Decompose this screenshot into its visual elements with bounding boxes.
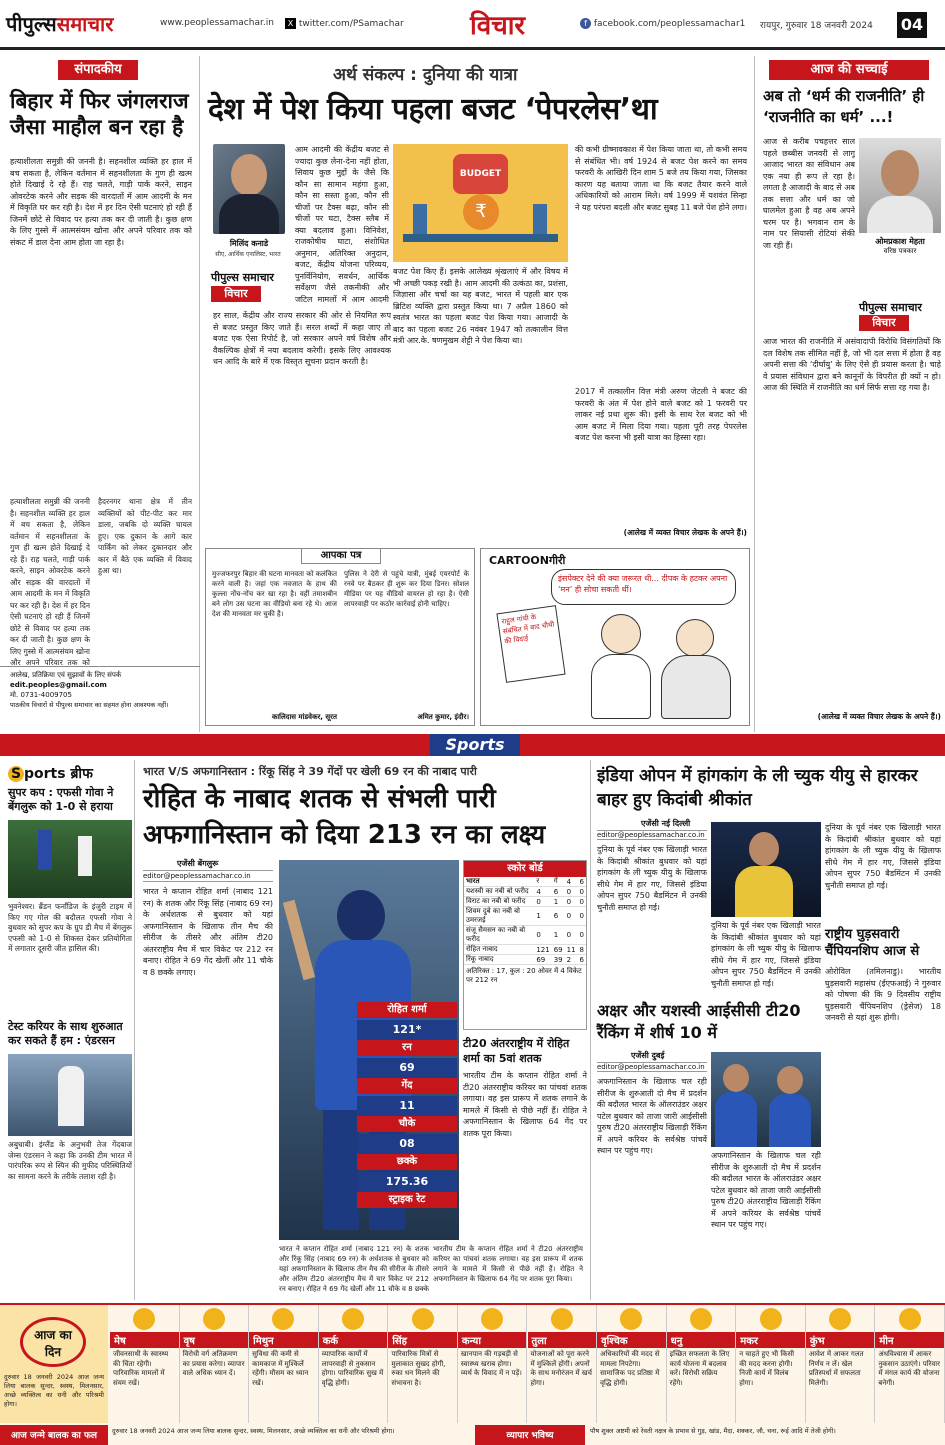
letter-signer-1: कालिदास मांडवेकर, सूरत — [271, 713, 337, 721]
scoreboard-cell-b: 1 — [552, 926, 565, 945]
truth-author-desc: वरिष्ठ पत्रकार — [883, 247, 917, 255]
stat-label: स्ट्राइक रेट — [357, 1192, 457, 1208]
scoreboard-row — [464, 945, 586, 955]
zodiac-name: कर्क — [319, 1332, 388, 1348]
zodiac-sign-icon — [203, 1308, 225, 1330]
editorial-footer — [10, 670, 195, 710]
open-body: दुनिया के पूर्व नंबर एक खिलाड़ी भारत के किदांबी श्रीकांत बुधवार को यहां हांगकांग के ली च्युक यीयु के खिलाफ सीधे गेम में हार गए, जिससे इंडिया ओपन सुपर 750 बैडमिंटन में उनकी चुनौती समाप्त हो गई। — [597, 845, 707, 912]
cartoon-box — [480, 548, 750, 726]
sports-email[interactable]: editor@peoplessamachar.co.in — [143, 870, 273, 882]
zodiac-name: कुंभ — [806, 1332, 875, 1348]
truth-column — [754, 56, 945, 732]
budget-col2: बजट पेश किए हैं। इसके आलेख्य श्रृंखलाएं में और विषय में भी अच्छी पकड़ रखी है। आम आदमी की उत्कंठा का, प्रशंसा, जिज्ञासा और चर्चा का यह बजट, भारत में पहली बार एक ब्रिटिश व्यक्ति द्वारा प्रस्तुत किया था। 7 अप्रैल 1860 को स्वतंत्र भारत का पहला बजट पेश किया गया। आजादी के बाद का पहला बजट 26 नवंबर 1947 को तत्कालीन वित्त मंत्री आर.के. षणमुखम शेट्टी ने पेश किया था। — [393, 267, 568, 345]
zodiac-name: वृश्चिक — [597, 1332, 666, 1348]
scoreboard-col-r: र — [534, 877, 551, 887]
cartoon-placard: राहुल गांधी के संबंधित में बाद चौथी की विदाई — [496, 605, 565, 683]
zodiac-cell — [180, 1305, 250, 1423]
business-label: व्यापार भविष्य — [475, 1425, 585, 1445]
truth-author: ओमप्रकाश मेहता — [875, 237, 925, 246]
sports-sub-body: भारतीय टीम के कप्तान रोहित शर्मा ने टी20 अंतरराष्ट्रीय करियर का पांचवां शतक लगाया। वह इस प्रारूप में शतक लगाने के मामले में किसी से पीछे नहीं हैं। रोहित ने अफगानिस्तान के खिलाफ 64 गेंद पर शतक पूरा किया। — [463, 1071, 587, 1138]
sports-brief-column — [0, 760, 135, 1300]
rank-body-cont: अफगानिस्तान के खिलाफ चल रही सीरीज के शुरुआती दो मैच में प्रदर्शन की बदौलत भारत के ऑलराउंडर अक्षर पटेल बुधवार को ताजा जारी आईसीसी पुरुष टी20 अंतरराष्ट्रीय खिलाड़ी रैंकिंग में अपने करियर के सर्वश्रेष्ठ पांचवें स्थान पर पहुंच गए। — [711, 1151, 821, 1229]
editorial-body-cont: हत्याशीलता समुन्नी की जननी है। सहनशील व्यक्ति हर हाल में बच सकता है, लेकिन वर्तमान में सहनशीलता के गुण ही खत्म होते दिखाई दे रहे हैं। राह चलते, गाड़ी पार्क करने, साइन ओवरटेक करने और सड़क की वारदातों में आम आदमी के मन में विकृति घर कर रही है। देश में हर दिन ऐसी घटनाएं हो रही हैं जिनमें छोटे से विवाद पर हत्या तक कर दी जाती है। कुछ क्षण के लिए गुस्से में आत्मसंयम खोना और अपने परिवार तक को — [10, 497, 90, 666]
zodiac-sign-icon — [551, 1308, 573, 1330]
zodiac-name: मिथुन — [249, 1332, 318, 1348]
business-text: पौष शुक्ल अष्टमी को रेवती नक्षत्र के प्रभाव से गुड़, खांड, मैदा, शक्कर, जौ, चना, रूई आदि में तेजी होगी। — [590, 1427, 836, 1435]
player-name: रोहित शर्मा — [357, 1002, 457, 1018]
sports-agency: एजेंसी बेंगलुरू — [177, 859, 219, 868]
day-label: दिन — [44, 1345, 62, 1359]
sports-sub-headline: टी20 अंतरराष्ट्रीय में रोहित शर्मा का 5वां शतक — [463, 1037, 570, 1065]
photo-caption-1: भारत ने कप्तान रोहित शर्मा (नाबाद 121 रन) के शतक और रिंकू सिंह (नाबाद 69 रन) के अर्धशतक से बुधवार को यहां अफगानिस्तान के खिलाफ तीन मैच की सीरीज के तीसरे और अंतिम टी20 अंतरराष्ट्रीय मैच में चार विकेट पर 212 रन बनाए। रोहित ने 69 गेंद खेलीं और 11 चौके व 8 छक्के — [279, 1245, 429, 1293]
zodiac-name: वृष — [180, 1332, 249, 1348]
open-body-cont: दुनिया के पूर्व नंबर एक खिलाड़ी भारत के किदांबी श्रीकांत बुधवार को यहां हांगकांग के ली च्युक यीयु के खिलाफ सीधे गेम में हार गए, जिससे इंडिया ओपन सुपर 750 बैडमिंटन में उनकी चुनौती समाप्त हो गई। — [711, 921, 821, 988]
budget-col1b: हर साल, केंद्रीय और राज्य सरकार की ओर से नियमित रूप से बजट प्रस्तुत किए जाते हैं। सरल शब्दों में कहा जाए तो बजट एक ऐसा रिपोर्ट है, जो सरकार अपने वर्ष विशेष और वैकल्पिक क्षेत्रों में नया बदलाव करेगी। इसके लिए आवश्यक धन आदि के बारे में एक विस्तृत सूचना प्रदान करती है। — [213, 311, 391, 366]
cartoon-speech: इंसपेक्टर देने की क्या जरूरत थी... दीपक के हटकर अपना ‘मन’ ही सोचा सकती थीं। — [551, 569, 736, 605]
author-photo — [213, 144, 285, 234]
zodiac-name: तुला — [528, 1332, 597, 1348]
cartoon-body-2 — [661, 655, 731, 719]
divider — [0, 666, 200, 667]
scoreboard-table — [464, 877, 586, 965]
open-body-right: दुनिया के पूर्व नंबर एक खिलाड़ी भारत के किदांबी श्रीकांत बुधवार को यहां हांगकांग के ली च्युक यीयु के खिलाफ सीधे गेम में हार गए, जिससे इंडिया ओपन सुपर 750 बैडमिंटन में उनकी चुनौती समाप्त हो गई। — [825, 823, 941, 890]
scoreboard-cell-name: शिवम दुबे का नबी बो उमरजई — [464, 907, 534, 926]
stat-value: 175.36 — [357, 1172, 457, 1192]
truth-brand: पीपुल्स समाचार — [859, 301, 922, 314]
scoreboard-cell-s: 0 — [579, 887, 584, 896]
scoreboard-col-4: 4 — [565, 877, 578, 887]
editorial-caption: हैदरनगर थाना क्षेत्र में तीन व्यक्तियों को पीट-पीट कर मार डाला, जबकि दो व्यक्ति घायल हुए। एक दुकान के आगे कार पार्किंग को लेकर दुकानदार और कार में बैठे एक व्यक्ति में विवाद हुआ था। — [98, 497, 192, 575]
zodiac-sign-icon — [760, 1308, 782, 1330]
zodiac-text: आवेश में आकर गलत निर्णय न लें। खेल प्रतिस्पर्धा में सफलता मिलेगी। — [808, 1350, 864, 1387]
masthead — [0, 0, 945, 50]
open-email[interactable]: editor@peoplessamachar.co.in — [597, 830, 707, 840]
truth-body-1: आज से करीब पचहत्तर साल पहले छब्बीस जनवरी से लागू आजाद भारत का संविधान अब एक नया ही रूप ले रहा है। लगता है आजादी के बाद से अब तक सत्ता और धर्म का जो घालमेल हुआ है वह अब अपने चरम पर है। भगवान राम के नाम पर सियासी रोटियां सेकी जा रही हैं। — [763, 137, 855, 250]
horse-body: ओरोविल (तमिलनाडु)। भारतीय घुड़सवारी महासंघ (ईएफआई) ने गुरुवार को पोषणा की कि 9 दिवसीय राष्ट्रीय घुड़सवारी चैंपियनशिप (ड्रेसेज) 18 जनवरी से यहां शुरू होगी। — [825, 967, 941, 1022]
author-name: मिलिंद कनाडे — [229, 239, 269, 248]
cartoon-title: CARTOONगीरी — [489, 554, 566, 567]
scoreboard-cell-r: 1 — [534, 907, 551, 926]
brief1-body: भुवनेश्वर। ब्रैंडन फर्नांडिज के इंजुरी टाइम में किए गए गोल की बदौलत एफसी गोवा ने बुधवार को सुपर कप के ग्रुप डी मैच में बेंगलुरू एफसी को 1-0 से शिकस्त देकर प्रतियोगिता में लगातार दूसरी जीत हासिल की। — [8, 902, 132, 953]
scoreboard-cell-r: 4 — [534, 887, 551, 897]
stat-value: 69 — [357, 1058, 457, 1078]
today-text: दुरुवार 18 जनवरी 2024 आज जन्म लिया बालक सुन्दर, स्वस्थ, मिलनसार, अच्छे व्यक्तित्व का धनी और परिश्रमी होगा। — [4, 1373, 104, 1408]
scoreboard-cell-b: 1 — [552, 897, 565, 907]
truth-body-2: आज भारत की राजनीति में असंवादापी विरोधि विसंगतियों कि दल विशेष तक सीमित नहीं है, जो भी दल सत्ता में होता है वह अपनी सत्ता की ‘दीर्घायु’ के लिए ऐसे ही प्रयास करता है। चाहे वे प्रयास संविधान द्वारा बने कानूनों के विपरीत ही क्यों न हो। आज की स्थिति में राजनीति का धर्म सिर्फ सत्ता रह गया है। — [763, 337, 941, 392]
sports-kicker: भारत V/S अफगानिस्तान : रिंकू सिंह ने 39 गेंदों पर खेली 69 रन की नाबाद पारी — [143, 765, 477, 778]
zodiac-text: जीवनसाथी के स्वास्थ्य की चिंता रहेगी। पारिवारिक मामलों में संयम रखें। — [113, 1350, 169, 1387]
x-icon: X — [285, 18, 296, 29]
twitter-handle: twitter.com/PSamachar — [298, 19, 404, 29]
zodiac-cell — [667, 1305, 737, 1423]
scoreboard-row — [464, 907, 586, 926]
zodiac-name: मेष — [110, 1332, 179, 1348]
horse-headline: राष्ट्रीय घुड़सवारी चैंपियनशिप आज से — [825, 927, 920, 959]
facebook-handle: facebook.com/peoplessamachar1 — [593, 19, 746, 29]
cartoon-head-2 — [676, 619, 714, 657]
scoreboard-cell-f: 2 — [565, 955, 578, 965]
zodiac-name: मीन — [875, 1332, 944, 1348]
brief2-headline: टेस्ट करियर के साथ शुरुआत कर सकते हैं हम : एंडरसन — [8, 1020, 123, 1047]
zodiac-text: विरोधी वर्ग अतिक्रमण का प्रयास करेगा। व्यापार वाले अधिक ध्यान दें। — [182, 1350, 245, 1377]
zodiac-sign-icon — [272, 1308, 294, 1330]
budget-col3: की कभी ग्रीष्मावकाश में पेश किया जाता था, तो कभी समय से संबंधित भी। वर्ष 1924 से बजट पेश करने का समय फरवरी के आखिरी दिन शाम 5 बजे तय किया गया, जिसका कारण यह बताया जाता था कि बजट तैयार करने वाले अधिकारियों को आराम मिले। वर्ष 1999 में यशवंत सिन्हा ने यह परंपरा बदली और बजट सुबह 11 बजे पेश होने लगा। — [575, 145, 747, 212]
rank-body: अफगानिस्तान के खिलाफ चल रही सीरीज के शुरुआती दो मैच में प्रदर्शन की बदौलत भारत के ऑलराउंडर अक्षर पटेल बुधवार को ताजा जारी आईसीसी पुरुष टी20 अंतरराष्ट्रीय खिलाड़ी रैंकिंग में अपने करियर के सर्वश्रेष्ठ पांचवें स्थान पर पहुंच गए। — [597, 1077, 707, 1155]
photo-caption-2: भारतीय टीम के कप्तान रोहित शर्मा ने टी20 अंतरराष्ट्रीय करियर का पांचवां शतक लगाया। वह इस प्रारूप में शतक लगाने के मामले में किसी से पीछे नहीं हैं। रोहित ने अफगानिस्तान के खिलाफ 64 गेंद पर शतक पूरा किया। — [433, 1245, 583, 1283]
letters-title: आपका पत्र — [301, 548, 381, 564]
scoreboard-cell-name: संजू सैमसन का नबी बो फरीद — [464, 926, 534, 945]
stat-label: गेंद — [357, 1078, 457, 1094]
zodiac-text: अधिकारियों की मदद से मामला निपटेगा। सामाजिक पद प्रतिष्ठा में वृद्धि होगी। — [600, 1350, 660, 1387]
zodiac-sign-icon — [620, 1308, 642, 1330]
facebook-link[interactable] — [580, 18, 745, 29]
brief-label: S ports ब्रीफ — [8, 764, 93, 783]
stat-label: छक्के — [357, 1154, 457, 1170]
contact-line: आलेख, प्रतिक्रिया एवं सुझावों के लिए संपर्क — [10, 671, 122, 679]
cartoon-head-1 — [601, 614, 641, 654]
scoreboard-cell-b: 6 — [552, 887, 565, 897]
letter-signer-2: अमित कुमार, इंदौर। — [417, 713, 469, 721]
scoreboard-title: स्कोर बोर्ड — [464, 861, 586, 877]
brand-logo: पीपुल्स समाचार — [211, 271, 274, 284]
brief1-photo — [8, 820, 132, 898]
paper-logo — [6, 10, 113, 37]
disclaimer: पाठकीय विचारों से पीपुल्स समाचार का सहमत होना आवश्यक नहीं। — [10, 701, 169, 709]
zodiac-text: सुविधा की कमी से कामकाज में मुश्किलें रहेंगी। मौसम का ध्यान रखें। — [252, 1350, 309, 1387]
today-label: आज का — [34, 1328, 72, 1342]
sports-body: भारत ने कप्तान रोहित शर्मा (नाबाद 121 रन) के शतक और रिंकू सिंह (नाबाद 69 रन) के अर्धशतक से बुधवार को यहां अफगानिस्तान के खिलाफ तीन मैच की सीरीज के तीसरे और अंतिम टी20 अंतरराष्ट्रीय मैच में चार विकेट पर 212 रन बनाए। रोहित ने 69 गेंद खेलीं और 11 चौके व 8 छक्के लगाए। — [143, 887, 273, 977]
main-sports-story — [137, 760, 587, 1300]
scoreboard-cell-s: 8 — [579, 945, 584, 954]
rank-headline: अक्षर और यशस्वी आईसीसी टी20 रैंकिंग में शीर्ष 10 में — [597, 1001, 801, 1042]
facebook-icon: f — [580, 18, 591, 29]
stat-label: रन — [357, 1040, 457, 1056]
budget-signoff: (आलेख में व्यक्त विचार लेखक के अपने हैं।) — [623, 528, 747, 537]
scoreboard-cell-name: रिंकू नाबाद — [464, 955, 534, 965]
scoreboard-cell-r: 0 — [534, 897, 551, 907]
scoreboard-col-b: गें — [552, 877, 565, 887]
logo-main: पीपुल्स — [6, 12, 57, 36]
scoreboard-team: भारत — [464, 877, 534, 887]
contact-email[interactable]: edit.peoples@gmail.com — [10, 681, 107, 689]
zodiac-text: अंधविश्वास में आकर नुकसान उठाएंगे। परिवार में मंगल कार्य की योजना बनेगी। — [878, 1350, 940, 1387]
sports-band — [0, 734, 945, 756]
zodiac-cell — [110, 1305, 180, 1423]
brief1-headline: सुपर कप : एफसी गोवा ने बेंगलुरू को 1-0 से हराया — [8, 786, 114, 813]
zodiac-text: व्यापारिक कार्यों में लापरवाही से नुकसान होगा। पारिवारिक सुख में वृद्धि होगी। — [321, 1350, 384, 1387]
scoreboard-cell-s: 0 — [578, 926, 586, 945]
stat-value: 08 — [357, 1134, 457, 1154]
budget-kicker: अर्थ संकल्प : दुनिया की यात्रा — [333, 65, 518, 85]
rank-email[interactable]: editor@peoplessamachar.co.in — [597, 1062, 707, 1072]
scoreboard-cell-r: 121 — [536, 945, 550, 954]
budget-col3b: 2017 में तत्कालीन वित्त मंत्री अरुण जेटली ने बजट की फरवरी के अंत में पेश होने वाले बजट को 1 फरवरी पर लाकर नई प्रथा शुरू की। इसी के साथ रेल बजट को भी आम बजट में मिला दिया गया। पहला पूरी तरह पेपरलेस बजट पेश करना भी इसी यात्रा का हिस्सा रहा। — [575, 387, 747, 442]
scoreboard-row — [464, 926, 586, 945]
brief-s-icon: S — [8, 766, 24, 782]
sports-headline-2: अफगानिस्तान को दिया 213 रन का लक्ष्य — [143, 820, 546, 850]
scoreboard-cell-b: 6 — [552, 907, 565, 926]
letters-box — [205, 548, 475, 726]
birth-label: आज जन्मे बालक का फल — [0, 1425, 108, 1445]
scoreboard-cell-r: 0 — [534, 926, 551, 945]
scoreboard-cell-f: 0 — [565, 907, 578, 926]
scoreboard-cell-r: 69 — [534, 955, 551, 965]
scoreboard-cell-f: 0 — [565, 926, 578, 945]
zodiac-text: खानपान की गड़बड़ी से स्वास्थ्य खराब होगा। व्यर्थ के विवाद में न पड़ें। — [460, 1350, 522, 1377]
budget-article — [203, 56, 751, 546]
truth-signoff: (आलेख में व्यक्त विचार लेखक के अपने हैं।) — [817, 712, 941, 721]
author-desc: सीए, आर्थिक एनालिस्ट, भारत — [215, 251, 281, 258]
player-stats — [357, 1002, 457, 1236]
zodiac-text: इच्छित सफलता के लिए कार्य योजना में बदलाव करें। विरोधी सक्रिय रहेंगे। — [669, 1350, 730, 1387]
scoreboard-cell-name: यशस्वी का नबी बो फरीद — [464, 887, 534, 897]
brief2-photo — [8, 1054, 132, 1136]
zodiac-text: योजनाओं को पूरा करने में मुश्किलें होंगी। अपनों के साथ मनोरंजन में खर्च होगा। — [530, 1350, 592, 1387]
zodiac-name: कन्या — [458, 1332, 527, 1348]
zodiac-sign-icon — [481, 1308, 503, 1330]
zodiac-name: धनु — [667, 1332, 736, 1348]
zodiac-cell — [458, 1305, 528, 1423]
zodiac-sign-icon — [412, 1308, 434, 1330]
editorial-label: संपादकीय — [58, 60, 138, 80]
scoreboard-col-6: 6 — [579, 877, 584, 886]
zodiac-grid — [110, 1305, 945, 1423]
scoreboard-cell-f: 0 — [565, 887, 578, 897]
logo-sub: समाचार — [56, 12, 114, 36]
scoreboard-cell-b: 69 — [553, 945, 563, 954]
zodiac-cell — [806, 1305, 876, 1423]
scoreboard-cell-b: 39 — [553, 955, 563, 964]
scoreboard-row — [464, 897, 586, 907]
zodiac-cell — [249, 1305, 319, 1423]
open-headline: इंडिया ओपन में हांगकांग के ली च्युक यीयु से हारकर बाहर हुए किदांबी श्रीकांत — [597, 766, 918, 810]
budget-col1: आम आदमी की केंद्रीय बजट से ज्यादा कुछ लेना-देना नहीं होता, सिवाय कुछ मुद्दों के जैसे कि कौन सा सामान महंगा हुआ, कौन सा सस्ता हुआ, कौन सी चीजों पर टैक्स बढ़ा, कौन सी चीजों पर घटा, टैक्स स्लैब में क्या बदलाव हुआ। विनिवेश, राजकोषीय घाटा, संशोधित अनुमान, अतिरिक्त अनुदान, बजट, केंद्रीय योजना परिव्यय, पुनर्विनियोग, सवर्धन, आर्थिक सर्वेक्षण जैसे तकनीकी और जटिल मामलों में आम आदमी — [295, 145, 389, 304]
editorial-body: हत्याशीलता समुन्नी की जननी है। सहनशील व्यक्ति हर हाल में बच सकता है, लेकिन वर्तमान में सहनशीलता के गुण ही खत्म होते दिखाई दे रहे हैं। राह चलते, गाड़ी पार्क करने, साइन ओवरटेक करने और सड़क की वारदातों में आम आदमी के मन में विकृति घर कर रही है। देश में हर दिन ऐसी घटनाएं हो रही हैं जिनमें छोटे से विवाद पर हत्या तक कर दी जाती है। कुछ क्षण के लिए गुस्से में आत्मसंयम खोना और अपने परिवार तक को संकट में डाल देना आम होता जा रहा है। — [10, 157, 192, 247]
zodiac-name: मकर — [736, 1332, 805, 1348]
twitter-link[interactable] — [285, 18, 404, 29]
today-box — [0, 1305, 108, 1423]
stat-value: 121* — [357, 1020, 457, 1040]
zodiac-text: न चाहते हुए भी किसी की मदद करना होगी। निजी कार्य में विलंब होगा। — [739, 1350, 795, 1387]
cartoon-body-1 — [591, 654, 651, 719]
scoreboard-cell-s: 0 — [579, 897, 584, 906]
letter-2: पुलिस ने देरी से पहुंचे यात्री, मुंबई एयरपोर्ट के रनवे पर बैठकर ही शुरू कर दिया डिनर। सोशल मीडिया पर यह वीडियो वायरल हो रहा है। ऐसी लापरवाही पर कठोर कार्रवाई होनी चाहिए। — [344, 570, 469, 608]
budget-illustration: BUDGET ₹ — [393, 144, 568, 262]
section-title: विचार — [470, 11, 526, 41]
zodiac-cell — [388, 1305, 458, 1423]
brief2-body: अबुधाबी। इंग्लैंड के अनुभवी तेज गेंदबाज जेम्स एंडरसन ने कहा कि उनकी टीम भारत में पारंपरिक रूप से स्पिन की मुफीद परिस्थितियों का सामना करने के तरीके तलाश रही है। — [8, 1140, 132, 1181]
truth-brand-sub: विचार — [859, 315, 909, 331]
scoreboard-cell-f: 0 — [565, 897, 578, 907]
sports-label: Sports — [430, 734, 520, 756]
zodiac-sign-icon — [133, 1308, 155, 1330]
horoscope-section — [0, 1303, 945, 1445]
stat-value: 11 — [357, 1096, 457, 1116]
right-sports — [590, 760, 945, 1300]
brand-sub: विचार — [211, 286, 261, 302]
scoreboard-cell-name: रोहित नाबाद — [464, 945, 534, 955]
budget-headline: देश में पेश किया पहला बजट ‘पेपरलेस’था — [208, 92, 658, 127]
stat-label: चौके — [357, 1116, 457, 1132]
scoreboard-cell-name: विराट का नबी बो फरीद — [464, 897, 534, 907]
zodiac-text: पारिवारिक मित्रों से मुलाकात सुखद होगी, रुका धन मिलने की संभावना है। — [391, 1350, 446, 1387]
contact-phone: मो. 0731-4009705 — [10, 691, 72, 699]
scoreboard-row — [464, 887, 586, 897]
srikanth-photo — [711, 822, 821, 917]
zodiac-sign-icon — [899, 1308, 921, 1330]
scoreboard-cell-s: 6 — [579, 955, 584, 964]
zodiac-cell — [875, 1305, 945, 1423]
rank-agency: एजेंसी दुबई — [631, 1051, 665, 1060]
scoreboard-cell-f: 11 — [566, 945, 576, 954]
scoreboard-row — [464, 955, 586, 965]
page-number: 04 — [897, 12, 927, 38]
editorial-column — [0, 56, 200, 732]
open-agency: एजेंसी नई दिल्ली — [641, 819, 691, 828]
players-photo — [711, 1052, 821, 1147]
zodiac-cell — [528, 1305, 598, 1423]
zodiac-cell — [736, 1305, 806, 1423]
dateline: रायपुर, गुरुवार 18 जनवरी 2024 — [760, 21, 873, 31]
scoreboard-cell-s: 0 — [578, 907, 586, 926]
editorial-headline: बिहार में फिर जंगलराज जैसा माहौल बन रहा है — [10, 89, 189, 139]
zodiac-sign-icon — [342, 1308, 364, 1330]
zodiac-cell — [597, 1305, 667, 1423]
truth-author-photo — [859, 138, 941, 233]
truth-headline: अब तो ‘धर्म की राजनीति’ ही ‘राजनीति का धर्म’ ...! — [763, 87, 925, 126]
scoreboard — [463, 860, 587, 1030]
zodiac-cell — [319, 1305, 389, 1423]
zodiac-sign-icon — [829, 1308, 851, 1330]
truth-label: आज की सच्चाई — [769, 60, 929, 80]
sports-headline-1: रोहित के नाबाद शतक से संभली पारी — [143, 784, 496, 814]
website[interactable]: www.peoplessamachar.in — [160, 18, 274, 28]
scoreboard-total: अतिरिक्त : 17, कुल : 20 ओवर में 4 विकेट पर 212 रन — [466, 967, 582, 984]
letter-1: मुज्जफरपुर बिहार की घटना मानवता को कलंकित करने वाली है। जहां एक नवजात के हाथ की कुल्ला नोंच-नोंच कर खा रहा है। वहीं तमाशबीन बने लोग उस घटना का वीडियो बना रहे थे। आज देश की मानवता मर चुकी है। — [212, 570, 337, 618]
zodiac-name: सिंह — [388, 1332, 457, 1348]
zodiac-sign-icon — [690, 1308, 712, 1330]
birth-text: दुरुवार 18 जनवरी 2024 आज जन्म लिया बालक सुन्दर, स्वस्थ, मिलनसार, अच्छे व्यक्तित्व का धनी और परिश्रमी होगा। — [112, 1427, 395, 1435]
